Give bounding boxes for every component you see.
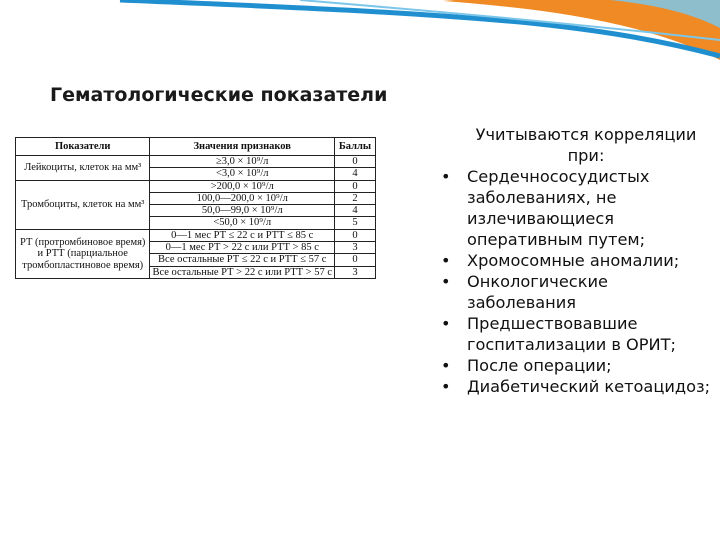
score-cell: 3 bbox=[335, 242, 376, 254]
list-item bbox=[441, 313, 711, 355]
value-cell: Все остальные РТ > 22 с или РТТ > 57 с bbox=[150, 266, 335, 278]
list-item bbox=[441, 250, 711, 271]
group-label-coagulation: РТ (протромбиновое время) и РТТ (парциальное тромбопластиновое время) bbox=[16, 229, 150, 278]
hematology-table bbox=[15, 137, 376, 279]
table-row bbox=[16, 229, 376, 241]
list-item-text: Диабетический кетоацидоз; bbox=[467, 377, 711, 396]
table-row bbox=[16, 156, 376, 168]
score-cell: 4 bbox=[335, 168, 376, 180]
score-cell: 0 bbox=[335, 254, 376, 266]
value-cell: Все остальные РТ ≤ 22 с и РТТ ≤ 57 с bbox=[150, 254, 335, 266]
list-item bbox=[441, 166, 711, 250]
correlations-lead: Учитываются корреляции при: bbox=[475, 125, 697, 165]
score-cell: 5 bbox=[335, 217, 376, 229]
list-item-text: Сердечнососудистых заболеваниях, не излечивающиеся оперативным путем; bbox=[467, 167, 650, 249]
decorative-swoosh bbox=[0, 0, 720, 80]
bullet-icon: • bbox=[441, 167, 451, 186]
header-parameters: Показатели bbox=[16, 138, 150, 156]
correlations-list bbox=[441, 166, 711, 397]
hematology-table-container bbox=[15, 137, 376, 333]
bullet-icon: • bbox=[441, 272, 451, 291]
table-row bbox=[16, 180, 376, 192]
list-item-text: Предшествовавшие госпитализации в ОРИТ; bbox=[467, 314, 676, 354]
score-cell: 4 bbox=[335, 205, 376, 217]
score-cell: 2 bbox=[335, 192, 376, 204]
value-cell: <3,0 × 10⁹/л bbox=[150, 168, 335, 180]
score-cell: 3 bbox=[335, 266, 376, 278]
correlations-block bbox=[441, 124, 711, 397]
score-cell: 0 bbox=[335, 180, 376, 192]
list-item bbox=[441, 271, 711, 313]
value-cell: >200,0 × 10⁹/л bbox=[150, 180, 335, 192]
value-cell: ≥3,0 × 10⁹/л bbox=[150, 156, 335, 168]
list-item bbox=[441, 376, 711, 397]
list-item-text: После операции; bbox=[467, 356, 612, 375]
value-cell: 0—1 мес РТ ≤ 22 с и РТТ ≤ 85 с bbox=[150, 229, 335, 241]
group-label-platelets: Тромбоциты, клеток на мм³ bbox=[16, 180, 150, 229]
bullet-icon: • bbox=[441, 356, 451, 375]
bullet-icon: • bbox=[441, 251, 451, 270]
header-score: Баллы bbox=[335, 138, 376, 156]
list-item bbox=[441, 355, 711, 376]
group-label-leukocytes: Лейкоциты, клеток на мм³ bbox=[16, 156, 150, 181]
slide-title: Гематологические показатели bbox=[50, 84, 388, 106]
table-header-row bbox=[16, 138, 376, 156]
value-cell: 100,0—200,0 × 10⁹/л bbox=[150, 192, 335, 204]
list-item-text: Хромосомные аномалии; bbox=[467, 251, 680, 270]
bullet-icon: • bbox=[441, 377, 451, 396]
bullet-icon: • bbox=[441, 314, 451, 333]
header-values: Значения признаков bbox=[150, 138, 335, 156]
value-cell: 0—1 мес РТ > 22 с или РТТ > 85 с bbox=[150, 242, 335, 254]
value-cell: 50,0—99,0 × 10⁹/л bbox=[150, 205, 335, 217]
list-item-text: Онкологические заболевания bbox=[467, 272, 608, 312]
score-cell: 0 bbox=[335, 156, 376, 168]
value-cell: <50,0 × 10⁹/л bbox=[150, 217, 335, 229]
score-cell: 0 bbox=[335, 229, 376, 241]
